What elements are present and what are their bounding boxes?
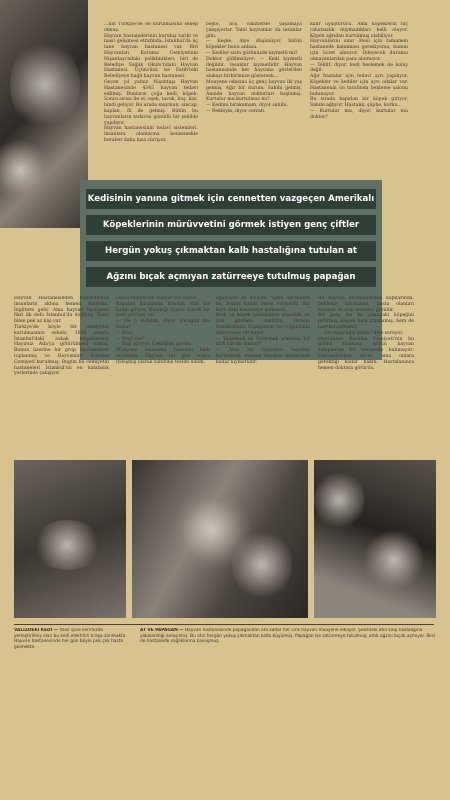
- paragraph: — Kedimi bırakamam, diyor sahibi.: [206, 103, 288, 109]
- caption-left-title: VALİZDEKİ KEDİ —: [14, 628, 58, 633]
- paragraph: Hayvanları Koruma Cemiyeti'nin bu günkü başkanı, bütün hayvan sahiplerine bir tavsiyede bulunuyor: Hayvanlarınızı sevin, ama onlara gerektiği kadar bakın. Hastalanınca hemen doktora götürün.: [318, 336, 414, 371]
- bottom-column-4: [318, 296, 414, 448]
- paragraph: — Neyi var?: [116, 336, 145, 342]
- paragraph: Türkiye'de böyle bir cemiyetin kurulmasının sebebi, 1910 yılında İstanbul'daki sokak köpeklerinin Hayırsız Ada'ya götürülmesi olmuş. Bunun üzerine bir grup hayvansever toplanmış ve Hayvanları Koruma Cemiyeti kurulmuş. Bugün bu cemiyetin hastaneleri İstanbul'un en kalabalık yerlerinde çalışıyor.: [14, 324, 109, 377]
- caption-left-text: Valiz içine ilerimizde yerleştirilmiş olan bu kedi elektrikli tıraşa alınmakta. Hayvan hastanesinde her gün böyle pek çok hasta gelmekte.: [14, 628, 127, 650]
- paragraph: Hayvanlarını sınır ötesi için tamamen hastanede kalınması gerekiyorsa, bunun için ücret alınıyor. Ödeyecek durumu olmayanlardan para alınmıyor.: [310, 39, 408, 62]
- headline-2: Köpeklerinin mürüvvetini görmek istiyen genç çiftler: [86, 215, 376, 235]
- paragraph: Geçen yıl yalnız Nişantaşı Hayvan Hastanesinde 4345 hayvan tedavi edilmiş. Bunların çoğu kedi, köpek. Sonra sırası ile at, eşek, tavuk, kuş, kaz, hindi geliyor. Bu arada maymun, sincap, kaplan, fil de gelmiş. Bütün bu hayvanların tedavisi gönüllü bir şekilde yapılıyor.: [104, 79, 198, 126]
- paragraph: — Yaşatmak ile öldürmek arasında bir fark var mı doktor?: [216, 336, 310, 348]
- paragraph: Muayene masasına yatırılan kedi incelendi. Hayvan bir gün sonra iyileşmiş olarak sahibine teslim edildi.: [116, 348, 210, 365]
- paragraph: Hayvan hastanesinin tedavi sistemleri, insanlara olanlarına benzemekle beraber daha kısa sürüyor.: [104, 126, 198, 143]
- paragraph: Kapıdan kucağında kundak olan bir kadın giriyor. Kundağı açıyor. İçinde bir kedi yavrusu var.: [116, 301, 210, 319]
- top-column-left: [104, 22, 198, 180]
- paragraph: Hayvan Hastanesinden bahsedilince insanların aklına hemen Amerika, İngiltere gelir. Ama hayvan hastanesi fikri ilk defa İstanbul'da doğmuş. Bunu bilen pek az kişi var.: [14, 296, 109, 325]
- paragraph: Muayene odasına üç genç hayvan iki yaş gelmiş. Ağır bir durum. Sahibi gelmiş. Anında hayvan doktorları başlamış. Kurtulur mu kurtulmaz mı?: [206, 79, 302, 103]
- paragraph: — Teklif, diyor, kedi beslemek de kolay değil.: [310, 62, 408, 74]
- caption-right-title: AT VE PAPAĞAN —: [140, 628, 184, 633]
- horse-parrot-photo: [132, 460, 308, 618]
- paragraph: Bir genç kız iki yaşındaki köpeğini getirmiş. Köpek hem zayıflamış, hem de hareketsizleşmiş.: [318, 313, 414, 330]
- headline-1: Kedisinin yanına gitmek için cennetten vazgeçen Amerikalı: [86, 189, 376, 209]
- top-column-middle: [206, 22, 302, 180]
- paragraph: Hayvan hastanelerinin kuruluş tarihi ve nasıl gelişmesi etrafında. İstanbul'da üç tane hayvan hastanesi var. Biri Hayvanları Koruma Cemiyetinin Nişantaşı'ndaki poliklinikleri, biri de Belediye Sağlık Okulu'ndaki Hayvan Hastanesi. Üçüncüsü ise Fatih'teki Belediyeye bağlı hayvan hastanesi.: [104, 33, 198, 80]
- paragraph: — Bekleyin, diyor cerrah.: [206, 108, 266, 114]
- paragraph: ağabeyisi de evliyim. Yakın akrabanın hiç benim kadar önem vermezdi. Bir kere dahi hastaneye gelmezdi.: [216, 296, 310, 313]
- paragraph: — Evet.: [116, 330, 135, 336]
- paragraph: — Bağ ağrıyor. Çektiğimi görüm.: [116, 342, 193, 348]
- paragraph: kalır uyuşturucu. Ama köpeklerin hiç rahatsızlık duymadıkları belli oluyor. Köpek ağrıdan kurtulmuş olabiliyor.: [310, 22, 408, 39]
- paragraph: — Kediler sizin gözünüzde kıymetli mi?: [206, 50, 298, 56]
- paragraph: — Keşke, diye düşünüyor, bütün köpekler bunu anlasa.: [206, 39, 302, 51]
- bottom-column-3: [216, 296, 310, 448]
- headline-4: Ağzını bıçak açmıyan zatürreeye tutulmuş papağan: [86, 267, 376, 287]
- caption-right: [140, 628, 436, 660]
- top-left-photo: [0, 0, 88, 228]
- paragraph: — Ne o evlâdım, diyor, çocuğun mu hasta?: [116, 319, 210, 330]
- paragraph: Doktor gülümsüyor: — Kedi kıymetli değildir, insanlar kıymetlidir. Hayvan hastanesinde her hayvana gösterilen alakayı birbirimize göstersek...: [206, 56, 302, 80]
- caption-right-text: Hayvan hastanesinde papağandan ata kadar her cins hayvan muayene ediliyor. Şekildeki atın kalp hastalığına yakalandığı anlaşılmış. Bu atın hergün yokuş çıkmaktan kalbi büyümüş. Papağan ise zatürreeye tutulmuş; artık ağzını bıçak açmıyor. İkisi de hastanede sağlıklarına kavuşmuş.: [140, 628, 435, 645]
- paragraph: — Kurtulur mu, diyor, kurtulur mu doktor?: [310, 108, 408, 120]
- caption-left: [14, 628, 132, 660]
- paragraph: beşte, hoş vakitlerde yaşamaya çalışıyorlar. Tabii hayvanlar da insanlar gibi.: [206, 22, 302, 39]
- kitten-photo: [14, 460, 126, 618]
- paragraph: — Ama bir hayvanın hayatını kurtarmak, insanın hayatını kurtarmak kadar kıymetlidir.: [216, 348, 310, 365]
- paragraph: ...nin Türkiye'de de kurulmasına sebep olmuş.: [104, 22, 198, 33]
- bottom-column-1: [14, 296, 109, 448]
- paragraph: — Ne yapacağız şimdi? diye soruyor.: [318, 330, 404, 336]
- caption-divider: [14, 624, 434, 625]
- paragraph: Bu hayvan hastanelerinin kapılarında, bekleme salonunda, hasta olanları bırakan ve alan insanlar görülür.: [318, 296, 414, 313]
- paragraph: Kedi ve köpek hastalıkları arasında en çok görülen sindirim sistemi bozuklukları. Papağanlar ise çoğunlukla zatürreeye tutuluyor.: [216, 313, 310, 336]
- paragraph: Ağır hastalar için tedavi ayrı yapılıyor. Köpekler ve kediler için ayrı odalar var. Hastanenin ön tarafında bekleme salonu bulunuyor.: [310, 74, 408, 97]
- dog-treatment-photo: [314, 460, 436, 618]
- headline-3: Hergün yokuş çıkmaktan kalb hastalığına tutulan at: [86, 241, 376, 261]
- paragraph: çekici memurlar, olaylar yer alıyor.: [116, 296, 198, 301]
- paragraph: Bu sırada kapıdan bir köpek giriyor. Sahibi ağlıyor. Hastalık, şüphe, korku...: [310, 97, 408, 109]
- bottom-column-2: [116, 296, 210, 448]
